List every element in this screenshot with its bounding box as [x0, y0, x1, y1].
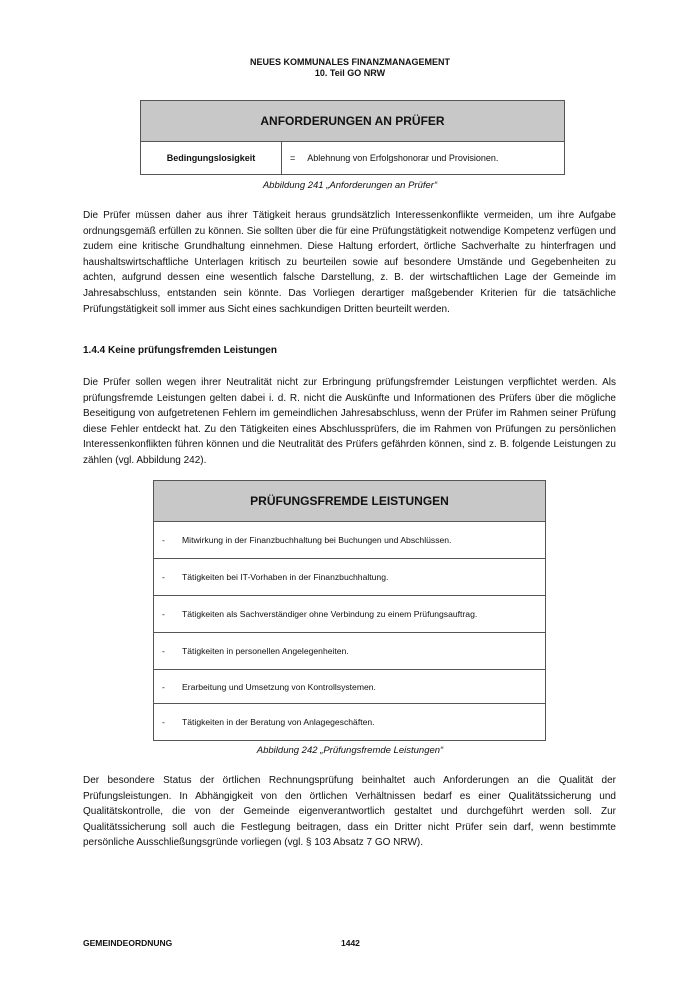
requirements-table: [140, 100, 565, 175]
list-item: Erarbeitung und Umsetzung von Kontrollsystemen.: [182, 681, 376, 692]
header-subtitle: 10. Teil GO NRW: [314, 68, 386, 78]
table-row: [154, 704, 546, 741]
non-audit-services-title: PRÜFUNGSFREMDE LEISTUNGEN: [154, 481, 546, 522]
requirements-table-title: ANFORDERUNGEN AN PRÜFER: [141, 101, 565, 142]
bullet-dash: -: [162, 572, 165, 582]
bullet-dash: -: [162, 646, 165, 656]
bullet-dash: -: [162, 609, 165, 619]
page-header: [0, 57, 700, 79]
table-row: [154, 559, 546, 596]
non-audit-services-table: [153, 480, 546, 741]
table-row: [154, 633, 546, 670]
paragraph-2: Die Prüfer sollen wegen ihrer Neutralität nicht zur Erbringung prüfungsfremder Leistungen verpflichtet werden. Als prüfungsfremde Leistungen gelten dabei i. d. R. nicht die Auskünfte und Informationen des Prüfers über die mögliche Beseitigung von aufgetretenen Fehlern im gemeindlichen Jahresabschluss, wenn der Prüfer im Rahmen seiner Prüfung diese Fehler entdeckt hat. Zu den Tätigkeiten eines Abschlussprüfers, die im Rahmen von Prüfungen zu persönlichen Interessenkonflikten führen können und die Neutralität des Prüfers gefährden können, sind z. B. folgende Leistungen zu zählen (vgl. Abbildung 242).: [83, 377, 616, 466]
paragraph-1: Die Prüfer müssen daher aus ihrer Tätigkeit heraus grundsätzlich Interessenkonflikte vermeiden, um ihre Aufgabe ordnungsgemäß erfüllen zu können. Sie sollten über die für eine Prüfungstätigkeit notwendige Kompetenz verfügen und zudem eine kritische Grundhaltung einnehmen. Diese Haltung erfordert, örtliche Sachverhalte zu hinterfragen und haushaltswirtschaftliche Unterlagen kritisch zu beurteilen sowie auf besondere Umstände und Gegebenheiten zu achten, aufgrund dessen eine wesentlich falsche Darstellung, z. B. der wirtschaftlichen Lage der Gemeinde im Jahresabschluss, entstanden sein könnte. Das Vorliegen derartiger maßgebender Kriterien für die tatsächliche Prüfungstätigkeit soll immer aus Sicht eines sachkundigen Dritten beurteilt werden.: [83, 210, 616, 315]
figure-caption-242: Abbildung 242 „Prüfungsfremde Leistungen“: [256, 745, 444, 756]
bullet-dash: -: [162, 535, 165, 545]
table-row: [154, 596, 546, 633]
list-item: Mitwirkung in der Finanzbuchhaltung bei Buchungen und Abschlüssen.: [182, 535, 452, 545]
table-row: [154, 670, 546, 704]
page-number: 1442: [341, 938, 360, 948]
table-row: [154, 522, 546, 559]
paragraph-3: Der besondere Status der örtlichen Rechnungsprüfung beinhaltet auch Anforderungen an die Qualität der Prüfungsleistungen. In Abhängigkeit von den örtlichen Verhältnissen bedarf es einer Qualitätssicherung und Qualitätskontrolle, die von der Gemeinde eigenverantwortlich gestaltet und durchgeführt werden soll. Zur Qualitätssicherung soll auch die Festlegung beitragen, dass ein Dritter nicht Prüfer sein darf, wenn bestimmte persönliche Ausschließungsgründe vorliegen (vgl. § 103 Absatz 7 GO NRW).: [83, 775, 616, 849]
list-item: Tätigkeiten in der Beratung von Anlagegeschäften.: [182, 717, 375, 727]
requirements-value: = Ablehnung von Erfolgshonorar und Provisionen.: [282, 142, 565, 175]
section-heading: 1.4.4 Keine prüfungsfremden Leistungen: [83, 345, 277, 356]
bullet-dash: -: [162, 717, 165, 727]
list-item: Tätigkeiten bei IT-Vorhaben in der Finanzbuchhaltung.: [182, 572, 389, 582]
bullet-dash: -: [162, 681, 165, 692]
footer-section: GEMEINDEORDNUNG: [83, 938, 173, 948]
header-title: NEUES KOMMUNALES FINANZMANAGEMENT: [250, 57, 450, 67]
requirements-key: Bedingungslosigkeit: [141, 142, 282, 175]
list-item: Tätigkeiten als Sachverständiger ohne Verbindung zu einem Prüfungsauftrag.: [182, 609, 478, 619]
list-item: Tätigkeiten in personellen Angelegenheiten.: [182, 646, 349, 656]
figure-caption-241: Abbildung 241 „Anforderungen an Prüfer“: [262, 180, 438, 191]
